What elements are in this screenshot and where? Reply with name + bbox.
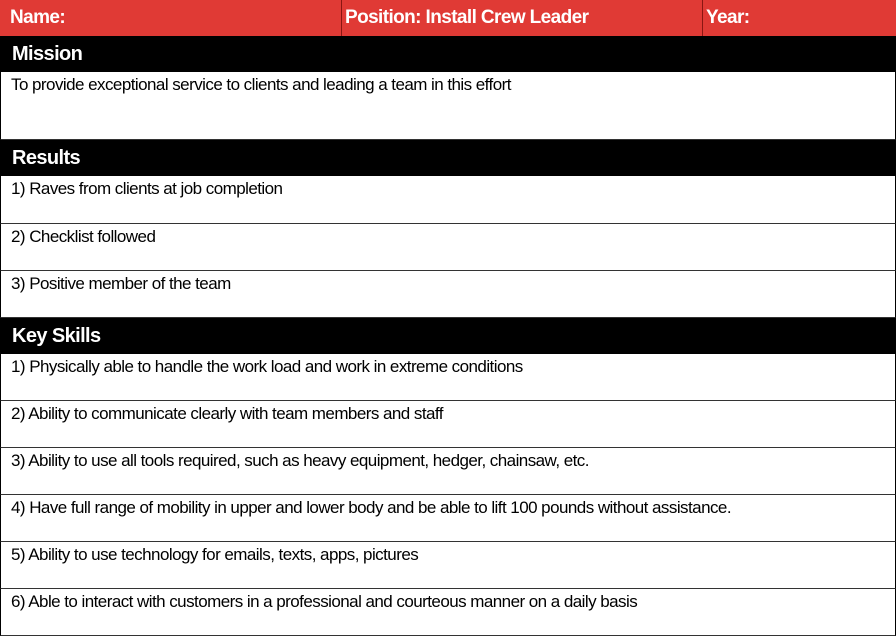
key-skill-item: 3) Ability to use all tools required, such as heavy equipment, hedger, chainsaw, etc. bbox=[11, 451, 589, 470]
results-item: 2) Checklist followed bbox=[11, 227, 156, 246]
results-heading: Results bbox=[0, 140, 896, 176]
key-skills-heading: Key Skills bbox=[0, 318, 896, 354]
name-field-label: Name: bbox=[0, 0, 342, 36]
position-field-label: Position: Install Crew Leader bbox=[342, 0, 703, 36]
key-skill-item: 6) Able to interact with customers in a professional and courteous manner on a daily basis bbox=[11, 592, 638, 611]
key-skill-item: 1) Physically able to handle the work load and work in extreme conditions bbox=[11, 357, 523, 376]
key-skills-row bbox=[0, 401, 896, 448]
key-skills-row bbox=[0, 542, 896, 589]
mission-text-row bbox=[0, 72, 896, 140]
header-row bbox=[0, 0, 896, 36]
results-row bbox=[0, 224, 896, 271]
results-row bbox=[0, 176, 896, 224]
results-row bbox=[0, 271, 896, 318]
mission-text: To provide exceptional service to clients and leading a team in this effort bbox=[11, 75, 511, 94]
key-skill-item: 2) Ability to communicate clearly with team members and staff bbox=[11, 404, 443, 423]
key-skills-row bbox=[0, 589, 896, 636]
key-skills-row bbox=[0, 448, 896, 495]
mission-heading: Mission bbox=[0, 36, 896, 72]
year-field-label: Year: bbox=[703, 0, 896, 36]
results-item: 3) Positive member of the team bbox=[11, 274, 231, 293]
key-skill-item: 5) Ability to use technology for emails, texts, apps, pictures bbox=[11, 545, 419, 564]
key-skills-row bbox=[0, 495, 896, 542]
key-skill-item: 4) Have full range of mobility in upper and lower body and be able to lift 100 pounds without assistance. bbox=[11, 498, 732, 517]
results-item: 1) Raves from clients at job completion bbox=[11, 179, 283, 198]
key-skills-row bbox=[0, 354, 896, 401]
